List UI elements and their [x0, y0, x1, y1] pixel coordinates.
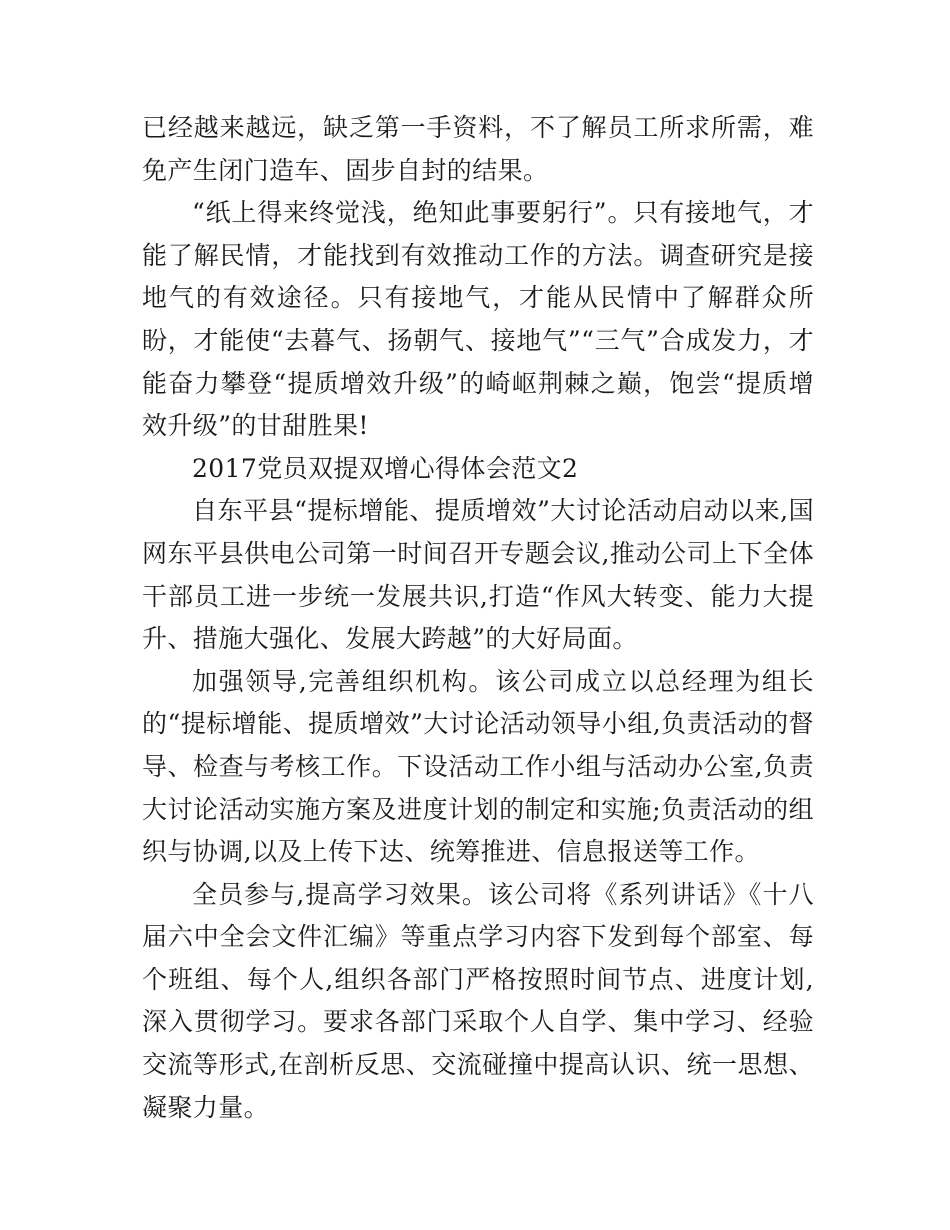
paragraph-quote: “纸上得来终觉浅，绝知此事要躬行”。只有接地气，才能了解民情，才能找到有效推动工作的方法。调查研究是接地气的有效途径。只有接地气，才能从民情中了解群众所盼，才能使“去暮气、扬朝气、接地气”“三气”合成发力，才能奋力攀登“提质增效升级”的崎岖荆棘之巅，饱尝“提质增效升级”的甘甜胜果! [142, 198, 814, 441]
paragraph-leadership: 加强领导,完善组织机构。该公司成立以总经理为组长的“提标增能、提质增效”大讨论活动领导小组,负责活动的督导、检查与考核工作。下设活动工作小组与活动办公室,负责大讨论活动实施方案及进度计划的制定和实施;负责活动的组织与协调,以及上传下达、统筹推进、信息报送等工作。 [142, 666, 814, 867]
paragraph-intro: 自东平县“提标增能、提质增效”大讨论活动启动以来,国网东平县供电公司第一时间召开专题会议,推动公司上下全体干部员工进一步统一发展共识,打造“作风大转变、能力大提升、措施大强化、发展大跨越”的大好局面。 [142, 496, 814, 654]
section-heading: 2017党员双提双增心得体会范文2 [192, 453, 579, 483]
paragraph-continuation: 已经越来越远，缺乏第一手资料，不了解员工所求所需，难免产生闭门造车、固步自封的结果。 [142, 113, 814, 185]
document-body [142, 107, 814, 1129]
paragraph-participation: 全员参与,提高学习效果。该公司将《系列讲话》《十八届六中全会文件汇编》等重点学习内容下发到每个部室、每个班组、每个人,组织各部门严格按照时间节点、进度计划,深入贯彻学习。要求各部门采取个人自学、集中学习、经验交流等形式,在剖析反思、交流碰撞中提高认识、统一思想、凝聚力量。 [142, 879, 814, 1122]
